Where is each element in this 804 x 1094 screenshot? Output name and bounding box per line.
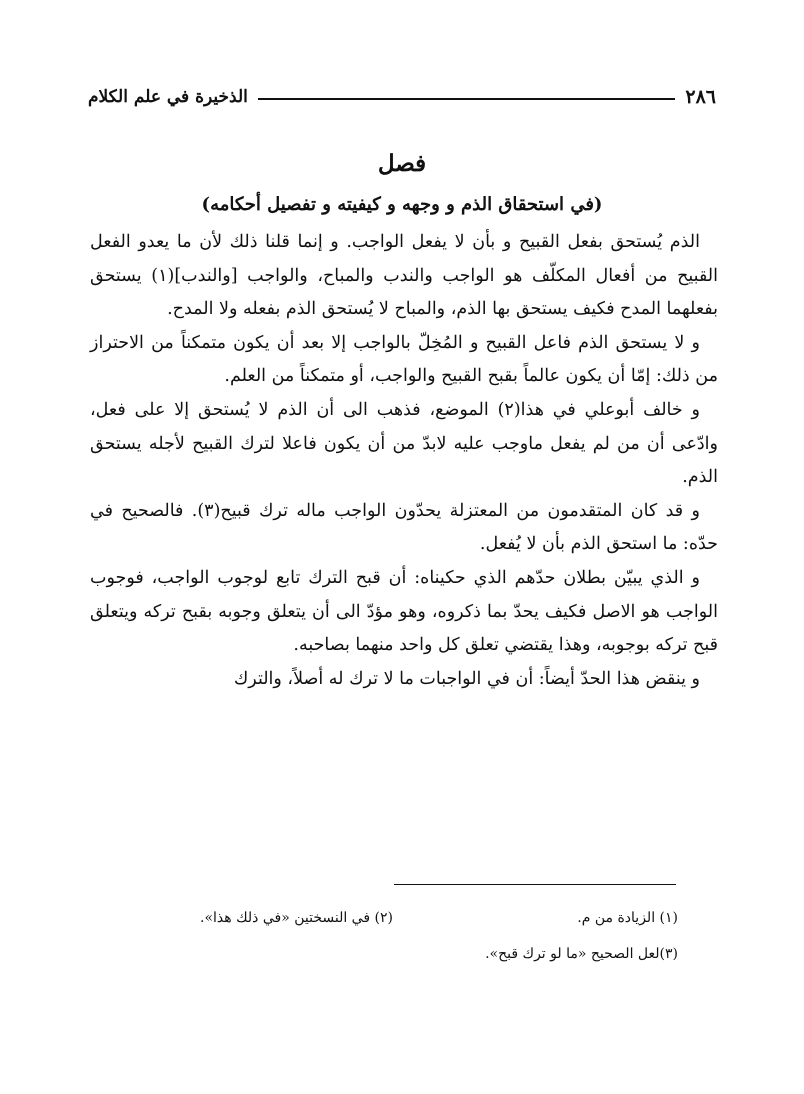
- paragraph: و ينقض هذا الحدّ أيضاً: أن في الواجبات ما لا ترك له أصلاً، والترك: [233, 668, 700, 689]
- section-title: فصل: [377, 150, 427, 177]
- footnote-row: [200, 900, 678, 936]
- paragraph: و قد كان المتقدمون من المعتزلة يحدّون الواجب ماله ترك قبيح(٣). فالصحيح في حدّه: ما استحق الذم بأن لا يُفعل.: [90, 500, 718, 555]
- paragraph: الذم يُستحق بفعل القبيح و بأن لا يفعل الواجب. و إنما قلنا ذلك لأن ما يعدو الفعل القبيح من أفعال المكلّف هو الواجب والندب والمباح، والواجب [والندب](١) يستحق بفعلهما المدح فكيف يستحق بها الذم، والمباح لا يُستحق الذم بفعله ولا المدح.: [90, 232, 718, 320]
- page-number: ٢٨٦: [685, 86, 716, 108]
- footnote-2: (٢) في النسختين «في ذلك هذا».: [200, 910, 393, 926]
- paragraph: و لا يستحق الذم فاعل القبيح و المُخِلّ بالواجب إلا بعد أن يكون متمكناً من الاحتراز من ذلك: إمّا أن يكون عالماً بقبح القبيح والواجب، أو متمكناً من العلم.: [90, 332, 718, 387]
- paragraph: و الذي يبيّن بطلان حدّهم الذي حكيناه: أن قبح الترك تابع لوجوب الواجب، فوجوب الواجب هو الاصل فكيف يحدّ بما ذكروه، وهو مؤدّ الى أن يتعلق وجوبه بقبح تركه ويتعلق قبح تركه بوجوبه، وهذا يقتضي تعلق كل واحد منهما بصاحبه.: [90, 567, 718, 656]
- footnote-3: (٣)لعل الصحيح «ما لو ترك قبح».: [485, 946, 678, 962]
- body-text: [90, 226, 718, 696]
- section-subtitle: (في استحقاق الذم و وجهه و كيفيته و تفصيل أحكامه): [201, 194, 603, 215]
- footnote-rule: [394, 884, 676, 885]
- header-rule: [258, 98, 676, 100]
- page-header: [88, 82, 716, 112]
- paragraph: و خالف أبوعلي في هذا(٢) الموضع، فذهب الى أن الذم لا يُستحق إلا على فعل، وادّعى أن من لم يفعل ماوجب عليه لابدّ من أن يكون فاعلا لترك القبيح لأجله يستحق الذم.: [90, 399, 718, 488]
- footnotes: [200, 900, 678, 972]
- footnote-1: (١) الزيادة من م.: [577, 910, 678, 926]
- footnote-row: [200, 936, 678, 972]
- running-title: الذخيرة في علم الكلام: [88, 87, 248, 107]
